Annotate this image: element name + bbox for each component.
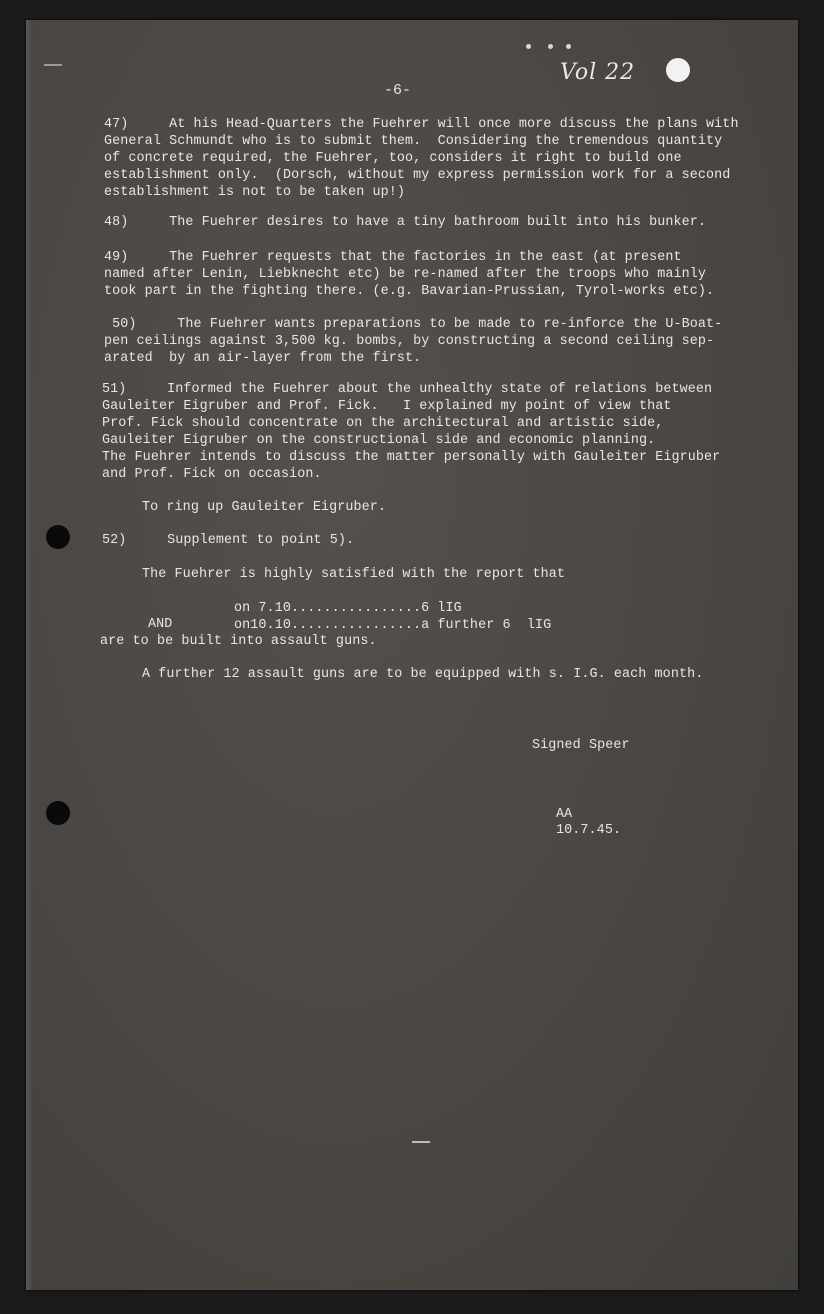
para-47-line-3: of concrete required, the Fuehrer, too, considers it right to build one: [104, 151, 682, 166]
date: 10.7.45.: [556, 823, 622, 838]
corner-dot: [666, 58, 690, 82]
para-51-line-5: The Fuehrer intends to discuss the matter personally with Gauleiter Eigruber: [102, 450, 721, 465]
ring-up-note: To ring up Gauleiter Eigruber.: [142, 500, 387, 515]
schedule-and-label: AND: [148, 617, 173, 632]
para-47-line-5: establishment is not to be taken up!): [104, 185, 406, 200]
para-47-line-1: 47) At his Head-Quarters the Fuehrer will once more discuss the plans with: [104, 117, 739, 132]
para-51-line-2: Gauleiter Eigruber and Prof. Fick. I explained my point of view that: [102, 399, 672, 414]
para-50-line-3: arated by an air-layer from the first.: [104, 351, 422, 366]
satisfied-line: The Fuehrer is highly satisfied with the report that: [142, 567, 566, 582]
initials: AA: [556, 807, 573, 822]
para-51-line-4: Gauleiter Eigruber on the constructional side and economic planning.: [102, 433, 656, 448]
para-52-heading: 52) Supplement to point 5).: [102, 533, 355, 548]
para-48-line-1: 48) The Fuehrer desires to have a tiny bathroom built into his bunker.: [104, 215, 707, 230]
handwritten-volume-note: Vol 22: [560, 60, 636, 85]
para-50-line-1: 50) The Fuehrer wants preparations to be made to re-inforce the U-Boat-: [104, 317, 723, 332]
page-number: -6-: [384, 82, 412, 99]
punch-hole-bottom: [46, 801, 70, 825]
further-12-line: A further 12 assault guns are to be equipped with s. I.G. each month.: [142, 667, 704, 682]
para-51-line-1: 51) Informed the Fuehrer about the unhealthy state of relations between: [102, 382, 713, 397]
para-49-line-3: took part in the fighting there. (e.g. Bavarian-Prussian, Tyrol-works etc).: [104, 284, 715, 299]
para-47-line-2: General Schmundt who is to submit them. Considering the tremendous quantity: [104, 134, 723, 149]
para-49-line-2: named after Lenin, Liebknecht etc) be re-named after the troops who mainly: [104, 267, 707, 282]
signature: Signed Speer: [532, 738, 630, 753]
para-51-line-6: and Prof. Fick on occasion.: [102, 467, 322, 482]
margin-mark: [44, 64, 62, 66]
para-47-line-4: establishment only. (Dorsch, without my express permission work for a second: [104, 168, 731, 183]
assault-guns-line: are to be built into assault guns.: [100, 634, 377, 649]
para-51-line-3: Prof. Fick should concentrate on the architectural and artistic side,: [102, 416, 664, 431]
para-49-line-1: 49) The Fuehrer requests that the factories in the east (at present: [104, 250, 682, 265]
schedule-line-1010: on10.10................a further 6 lIG: [234, 618, 552, 633]
ink-marks: [526, 44, 578, 50]
punch-hole-top: [46, 525, 70, 549]
bottom-mark: [412, 1141, 430, 1143]
document-sheet: [26, 20, 798, 1290]
sheet-edge: [26, 20, 32, 1290]
para-50-line-2: pen ceilings against 3,500 kg. bombs, by constructing a second ceiling sep-: [104, 334, 715, 349]
schedule-line-710: on 7.10................6 lIG: [234, 601, 462, 616]
